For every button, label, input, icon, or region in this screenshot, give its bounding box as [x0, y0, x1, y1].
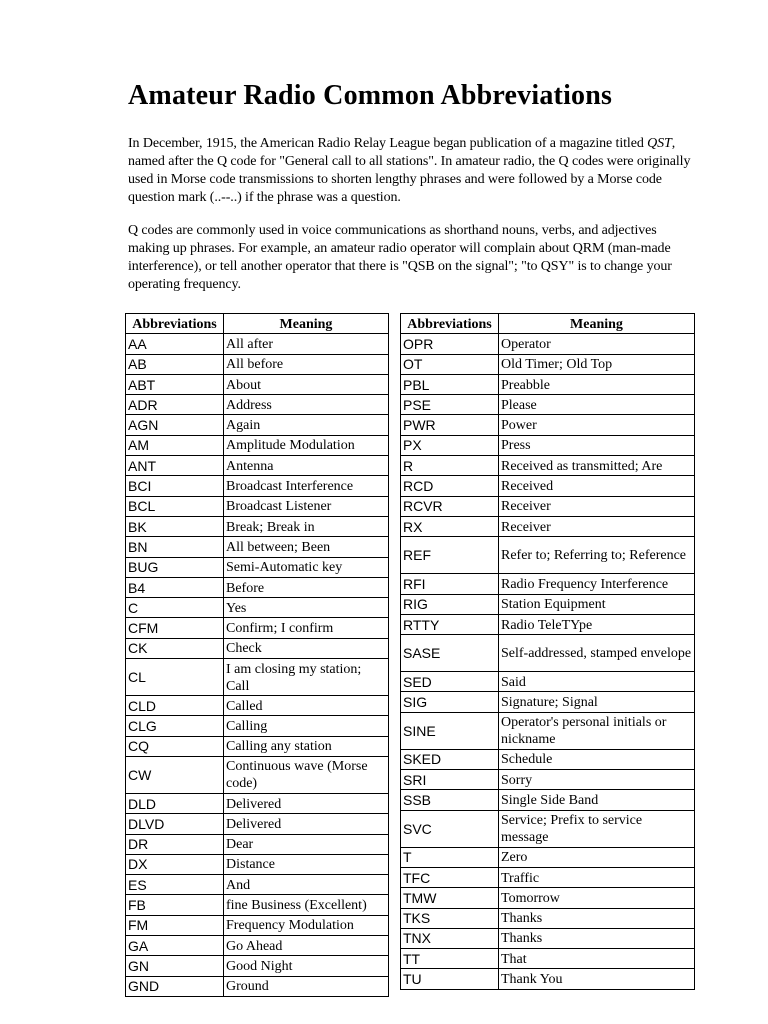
table-row	[126, 814, 389, 834]
table-row	[126, 415, 389, 435]
meaning-cell: Received	[499, 476, 695, 496]
table-row	[401, 496, 695, 516]
abbreviation-cell: GA	[126, 936, 224, 956]
abbreviation-cell: AA	[126, 334, 224, 354]
table-row	[401, 354, 695, 374]
table-row	[126, 834, 389, 854]
table-row	[401, 574, 695, 594]
meaning-cell: Single Side Band	[499, 790, 695, 810]
table-row	[126, 638, 389, 658]
table-row	[401, 770, 695, 790]
abbreviation-cell: TT	[401, 949, 499, 969]
meaning-cell: Please	[499, 395, 695, 415]
meaning-cell: Refer to; Referring to; Reference	[499, 537, 695, 574]
table-row	[126, 395, 389, 415]
table-row	[401, 908, 695, 928]
meaning-cell: Operator	[499, 334, 695, 354]
table-row	[126, 875, 389, 895]
meaning-header: Meaning	[224, 314, 389, 334]
abbreviation-cell: RCD	[401, 476, 499, 496]
table-row	[126, 516, 389, 536]
abbreviation-cell: OPR	[401, 334, 499, 354]
meaning-cell: Station Equipment	[499, 594, 695, 614]
meaning-cell: Antenna	[224, 456, 389, 476]
abbreviation-cell: SED	[401, 672, 499, 692]
table-row	[401, 395, 695, 415]
abbreviation-cell: SKED	[401, 749, 499, 769]
abbreviation-cell: FB	[126, 895, 224, 915]
meaning-cell: I am closing my station; Call	[224, 659, 389, 696]
abbreviation-cell: CK	[126, 638, 224, 658]
meaning-cell: Yes	[224, 598, 389, 618]
abbreviation-cell: ABT	[126, 374, 224, 394]
meaning-cell: Thank You	[499, 969, 695, 989]
meaning-cell: Zero	[499, 847, 695, 867]
meaning-cell: That	[499, 949, 695, 969]
abbreviation-cell: REF	[401, 537, 499, 574]
table-row	[401, 867, 695, 887]
intro-p1-after: , named after the Q code for "General call to all stations". In amateur radio, the Q codes were originally used in Morse code transmissions to shorten lengthy phrases and were followed by a Morse code question mark (..--..) if the phrase was a question.	[128, 136, 691, 205]
table-row	[401, 790, 695, 810]
table-row	[401, 435, 695, 455]
meaning-cell: Distance	[224, 854, 389, 874]
abbreviation-cell: FM	[126, 915, 224, 935]
meaning-cell: Self-addressed, stamped envelope	[499, 635, 695, 672]
abbreviation-cell: RX	[401, 516, 499, 536]
abbreviations-table-right	[400, 313, 695, 990]
abbreviation-cell: ES	[126, 875, 224, 895]
meaning-cell: Dear	[224, 834, 389, 854]
table-row	[401, 847, 695, 867]
table-row	[126, 435, 389, 455]
meaning-cell: Receiver	[499, 496, 695, 516]
abbreviation-cell: DLVD	[126, 814, 224, 834]
table-row	[401, 749, 695, 769]
meaning-cell: About	[224, 374, 389, 394]
abbreviation-cell: AM	[126, 435, 224, 455]
meaning-cell: Receiver	[499, 516, 695, 536]
abbreviation-cell: CQ	[126, 736, 224, 756]
table-row	[126, 915, 389, 935]
meaning-cell: Schedule	[499, 749, 695, 769]
table-row	[401, 476, 695, 496]
meaning-cell: Break; Break in	[224, 516, 389, 536]
abbreviation-cell: SSB	[401, 790, 499, 810]
meaning-cell: And	[224, 875, 389, 895]
table-row	[401, 949, 695, 969]
table-row	[126, 456, 389, 476]
abbreviation-cell: RCVR	[401, 496, 499, 516]
meaning-cell: Delivered	[224, 793, 389, 813]
abbreviation-cell: PBL	[401, 374, 499, 394]
abbreviation-cell: SINE	[401, 712, 499, 749]
table-row	[126, 476, 389, 496]
meaning-cell: All after	[224, 334, 389, 354]
table-row	[401, 712, 695, 749]
meaning-cell: Continuous wave (Morse code)	[224, 756, 389, 793]
table-row	[401, 594, 695, 614]
table-row	[126, 496, 389, 516]
table-header-row	[126, 314, 389, 334]
abbreviation-cell: CLG	[126, 716, 224, 736]
table-row	[401, 810, 695, 847]
meaning-cell: All between; Been	[224, 537, 389, 557]
table-row	[126, 756, 389, 793]
meaning-header: Meaning	[499, 314, 695, 334]
table-row	[126, 557, 389, 577]
intro-paragraph-2: Q codes are commonly used in voice communications as shorthand nouns, verbs, and adjectives making up phrases. For example, an amateur radio operator will complain about QRM (man-made interference), or tell another operator that there is "QSB on the signal"; "to QSY" is to change your operating frequency.	[128, 223, 672, 292]
abbreviation-cell: BCI	[126, 476, 224, 496]
meaning-cell: Preabble	[499, 374, 695, 394]
table-row	[401, 415, 695, 435]
meaning-cell: Good Night	[224, 956, 389, 976]
abbreviation-cell: RTTY	[401, 614, 499, 634]
table-row	[126, 936, 389, 956]
meaning-cell: Called	[224, 696, 389, 716]
abbreviation-cell: R	[401, 456, 499, 476]
abbreviation-cell: C	[126, 598, 224, 618]
abbreviations-table-left	[125, 313, 389, 997]
abbreviation-cell: GND	[126, 976, 224, 996]
abbreviation-cell: SIG	[401, 692, 499, 712]
meaning-cell: Thanks	[499, 928, 695, 948]
table-row	[401, 537, 695, 574]
abbreviation-cell: ADR	[126, 395, 224, 415]
abbreviation-cell: SASE	[401, 635, 499, 672]
table-row	[126, 793, 389, 813]
abbreviation-cell: AB	[126, 354, 224, 374]
meaning-cell: Ground	[224, 976, 389, 996]
intro-p1-before: In December, 1915, the American Radio Relay League began publication of a magazine titled	[128, 136, 648, 151]
table-row	[126, 354, 389, 374]
abbreviation-cell: CFM	[126, 618, 224, 638]
meaning-cell: Confirm; I confirm	[224, 618, 389, 638]
table-row	[126, 334, 389, 354]
abbreviation-cell: BCL	[126, 496, 224, 516]
abbreviation-cell: TNX	[401, 928, 499, 948]
page-title: Amateur Radio Common Abbreviations	[128, 80, 613, 111]
table-row	[126, 659, 389, 696]
table-row	[126, 374, 389, 394]
meaning-cell: Said	[499, 672, 695, 692]
table-row	[401, 692, 695, 712]
abbreviation-cell: DX	[126, 854, 224, 874]
meaning-cell: Calling	[224, 716, 389, 736]
table-row	[401, 614, 695, 634]
intro-paragraph-1	[128, 135, 698, 207]
abbreviation-cell: CLD	[126, 696, 224, 716]
abbreviation-cell: TMW	[401, 888, 499, 908]
meaning-cell: All before	[224, 354, 389, 374]
abbreviation-cell: OT	[401, 354, 499, 374]
table-row	[126, 854, 389, 874]
abbreviation-cell: PWR	[401, 415, 499, 435]
abbreviation-cell: RIG	[401, 594, 499, 614]
meaning-cell: Press	[499, 435, 695, 455]
table-row	[401, 334, 695, 354]
qst-title: QST	[647, 136, 672, 151]
abbreviation-cell: DLD	[126, 793, 224, 813]
meaning-cell: Amplitude Modulation	[224, 435, 389, 455]
table-row	[401, 888, 695, 908]
table-row	[126, 956, 389, 976]
abbreviation-cell: BN	[126, 537, 224, 557]
meaning-cell: Semi-Automatic key	[224, 557, 389, 577]
meaning-cell: Check	[224, 638, 389, 658]
abbreviation-cell: DR	[126, 834, 224, 854]
meaning-cell: Broadcast Interference	[224, 476, 389, 496]
meaning-cell: Operator's personal initials or nickname	[499, 712, 695, 749]
abbreviation-cell: CL	[126, 659, 224, 696]
abbreviation-cell: SRI	[401, 770, 499, 790]
abbreviation-cell: TFC	[401, 867, 499, 887]
meaning-cell: Sorry	[499, 770, 695, 790]
meaning-cell: Address	[224, 395, 389, 415]
meaning-cell: Traffic	[499, 867, 695, 887]
abbreviation-cell: PSE	[401, 395, 499, 415]
abbreviation-cell: SVC	[401, 810, 499, 847]
abbreviation-cell: RFI	[401, 574, 499, 594]
meaning-cell: Frequency Modulation	[224, 915, 389, 935]
meaning-cell: Radio Frequency Interference	[499, 574, 695, 594]
abbreviation-cell: BUG	[126, 557, 224, 577]
meaning-cell: Tomorrow	[499, 888, 695, 908]
abbreviation-cell: ANT	[126, 456, 224, 476]
abbreviations-header: Abbreviations	[401, 314, 499, 334]
meaning-cell: Received as transmitted; Are	[499, 456, 695, 476]
abbreviation-cell: B4	[126, 577, 224, 597]
table-row	[126, 895, 389, 915]
table-row	[401, 374, 695, 394]
meaning-cell: Radio TeleTYpe	[499, 614, 695, 634]
table-row	[401, 635, 695, 672]
abbreviation-cell: TKS	[401, 908, 499, 928]
abbreviation-cell: PX	[401, 435, 499, 455]
abbreviation-cell: AGN	[126, 415, 224, 435]
meaning-cell: Calling any station	[224, 736, 389, 756]
abbreviation-cell: BK	[126, 516, 224, 536]
table-row	[126, 716, 389, 736]
meaning-cell: Delivered	[224, 814, 389, 834]
abbreviation-cell: T	[401, 847, 499, 867]
table-row	[126, 537, 389, 557]
table-row	[401, 928, 695, 948]
table-row	[401, 672, 695, 692]
meaning-cell: Old Timer; Old Top	[499, 354, 695, 374]
table-row	[401, 516, 695, 536]
meaning-cell: Broadcast Listener	[224, 496, 389, 516]
table-row	[401, 456, 695, 476]
table-row	[126, 577, 389, 597]
table-row	[126, 598, 389, 618]
meaning-cell: Power	[499, 415, 695, 435]
abbreviation-cell: GN	[126, 956, 224, 976]
abbreviations-header: Abbreviations	[126, 314, 224, 334]
meaning-cell: Thanks	[499, 908, 695, 928]
table-row	[126, 736, 389, 756]
abbreviation-cell: CW	[126, 756, 224, 793]
meaning-cell: Before	[224, 577, 389, 597]
meaning-cell: Signature; Signal	[499, 692, 695, 712]
abbreviation-cell: TU	[401, 969, 499, 989]
meaning-cell: Service; Prefix to service message	[499, 810, 695, 847]
table-row	[126, 618, 389, 638]
meaning-cell: Again	[224, 415, 389, 435]
table-row	[126, 696, 389, 716]
meaning-cell: Go Ahead	[224, 936, 389, 956]
table-row	[401, 969, 695, 989]
meaning-cell: fine Business (Excellent)	[224, 895, 389, 915]
table-row	[126, 976, 389, 996]
table-header-row	[401, 314, 695, 334]
